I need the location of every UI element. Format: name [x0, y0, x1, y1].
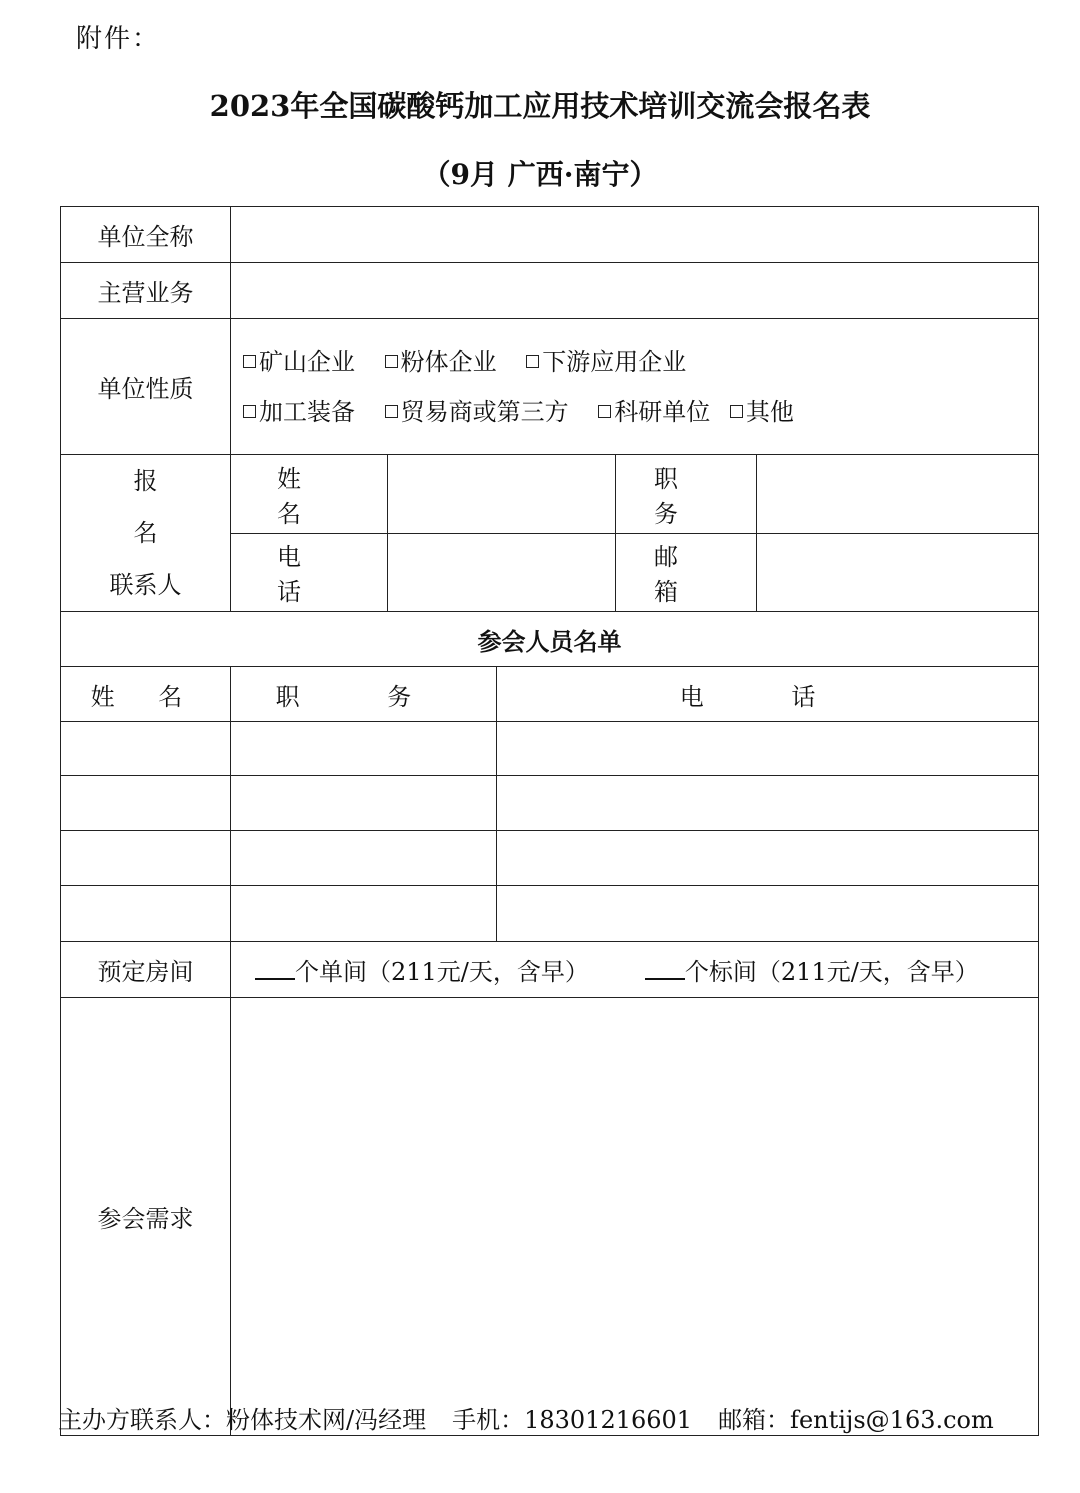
room-row [61, 942, 1039, 998]
option-research[interactable]: 科研单位 [598, 387, 710, 437]
attendee-name-field[interactable] [61, 831, 231, 886]
attendee-col-name: 姓 名 [61, 667, 231, 722]
company-type-row [61, 319, 1039, 455]
checkbox-icon[interactable] [598, 405, 611, 418]
company-type-options-row2 [231, 387, 1038, 437]
main-business-row [61, 263, 1039, 319]
needs-field[interactable] [231, 998, 1039, 1436]
footer-email: 邮箱：fentijs@163.com [718, 1406, 994, 1434]
footer-contact [58, 1400, 1020, 1435]
attendee-position-field[interactable] [231, 722, 497, 776]
single-room-text: 个单间（211元/天，含早） [295, 958, 589, 986]
checkbox-icon[interactable] [526, 355, 539, 368]
option-downstream[interactable]: 下游应用企业 [526, 337, 686, 387]
contact-position-label: 职 务 [616, 455, 757, 534]
company-name-row [61, 207, 1039, 263]
checkbox-icon[interactable] [730, 405, 743, 418]
attendee-name-field[interactable] [61, 722, 231, 776]
contact-name-field[interactable] [388, 455, 616, 534]
company-name-label: 单位全称 [61, 207, 231, 263]
contact-name-label: 姓 名 [231, 455, 388, 534]
checkbox-icon[interactable] [385, 405, 398, 418]
footer-mobile: 手机：18301216601 [452, 1406, 693, 1434]
contact-label: 报 名 联系人 [61, 455, 231, 612]
needs-label: 参会需求 [61, 998, 231, 1436]
attendee-name-field[interactable] [61, 776, 231, 831]
attendee-row [61, 831, 1039, 886]
attendee-row [61, 776, 1039, 831]
company-name-field[interactable] [231, 207, 1039, 263]
contact-phone-field[interactable] [388, 533, 616, 612]
attendee-list-title-row [61, 612, 1039, 667]
standard-room-count-blank[interactable] [645, 958, 685, 980]
attachment-label: 附件： [76, 24, 161, 54]
attendee-phone-field[interactable] [497, 886, 1039, 942]
option-powder[interactable]: 粉体企业 [385, 337, 497, 387]
contact-email-field[interactable] [757, 533, 1039, 612]
option-equipment[interactable]: 加工装备 [243, 387, 355, 437]
attendee-position-field[interactable] [231, 886, 497, 942]
contact-email-label: 邮 箱 [616, 533, 757, 612]
attendee-position-field[interactable] [231, 831, 497, 886]
attendee-name-field[interactable] [61, 886, 231, 942]
main-business-label: 主营业务 [61, 263, 231, 319]
company-type-label: 单位性质 [61, 319, 231, 455]
contact-row-1 [61, 455, 1039, 534]
option-mining[interactable]: 矿山企业 [243, 337, 355, 387]
checkbox-icon[interactable] [243, 355, 256, 368]
attendee-position-field[interactable] [231, 776, 497, 831]
attendee-phone-field[interactable] [497, 722, 1039, 776]
needs-row [61, 998, 1039, 1436]
option-other[interactable]: 其他 [730, 387, 794, 437]
attendee-col-position: 职 务 [231, 667, 497, 722]
footer-organizer: 主办方联系人：粉体技术网/冯经理 [58, 1406, 427, 1434]
page-subtitle: （9月 广西·南宁） [422, 158, 658, 191]
room-label: 预定房间 [61, 942, 231, 998]
attendee-col-phone: 电 话 [497, 667, 1039, 722]
page-title: 2023年全国碳酸钙加工应用技术培训交流会报名表 [209, 89, 871, 123]
contact-position-field[interactable] [757, 455, 1039, 534]
standard-room-text: 个标间（211元/天，含早） [684, 958, 979, 986]
registration-form-table [60, 206, 1039, 1436]
room-options [231, 942, 1039, 998]
checkbox-icon[interactable] [243, 405, 256, 418]
main-business-field[interactable] [231, 263, 1039, 319]
company-type-options [231, 319, 1039, 455]
option-trader[interactable]: 贸易商或第三方 [385, 387, 569, 437]
attendee-phone-field[interactable] [497, 776, 1039, 831]
single-room-count-blank[interactable] [255, 958, 295, 980]
company-type-options-row1 [231, 337, 1038, 387]
attendee-list-title: 参会人员名单 [61, 612, 1039, 667]
attendee-row [61, 886, 1039, 942]
contact-phone-label: 电 话 [231, 533, 388, 612]
attendee-phone-field[interactable] [497, 831, 1039, 886]
checkbox-icon[interactable] [385, 355, 398, 368]
attendee-row [61, 722, 1039, 776]
attendee-header-row [61, 667, 1039, 722]
